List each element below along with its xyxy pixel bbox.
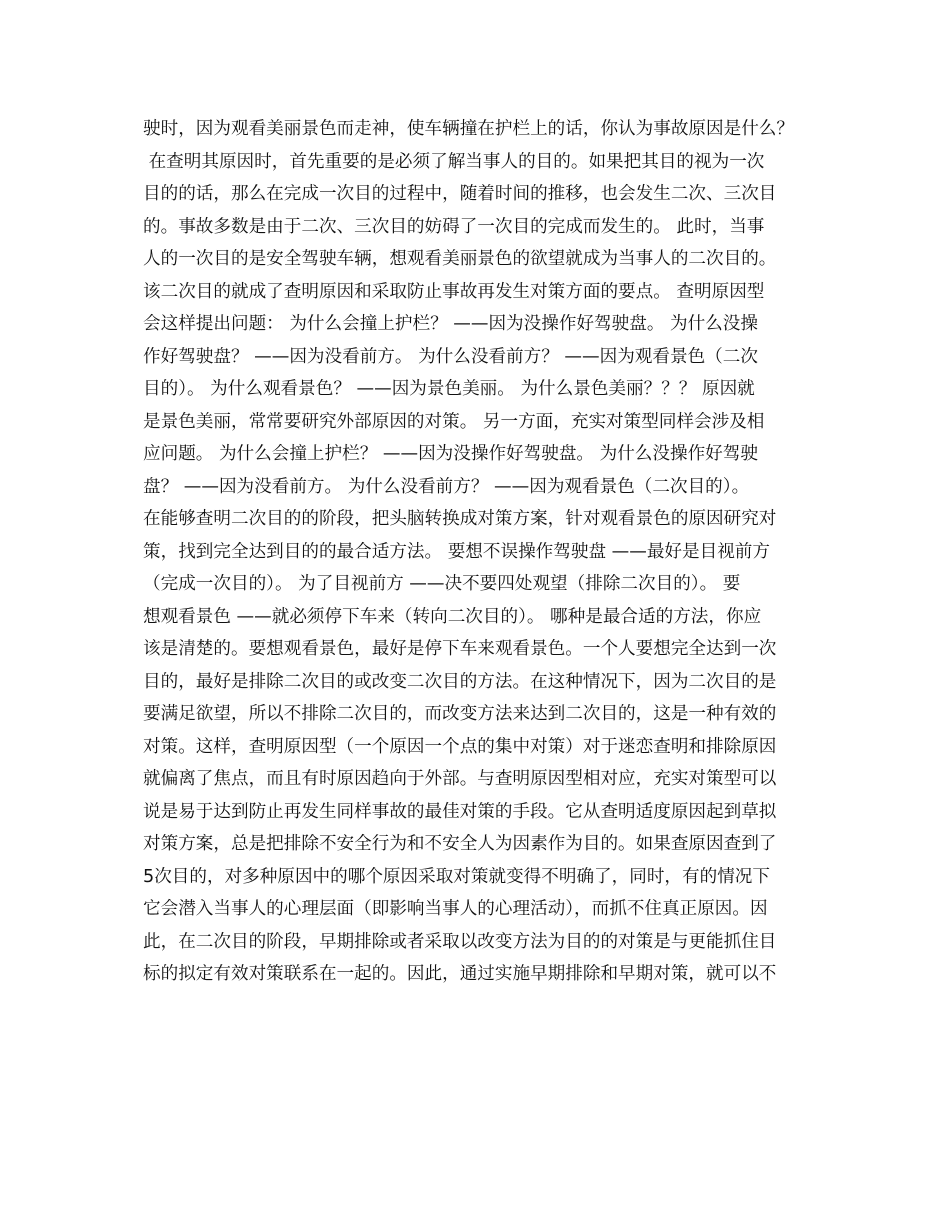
text-line: 对策。这样，查明原因型（一个原因一个点的集中对策）对于迷恋查明和排除原因: [143, 736, 777, 757]
text-line: 该是清楚的。要想观看景色，最好是停下车来观看景色。一个人要想完全达到一次: [143, 639, 777, 659]
text-line: 在查明其原因时，首先重要的是必须了解当事人的目的。如果把其目的视为一次: [143, 151, 765, 172]
text-line: 应问题。 为什么会撞上护栏？ ——因为没操作好驾驶盘。 为什么没操作好驾驶: [143, 444, 758, 464]
text-line: 它会潜入当事人的心理层面（即影响当事人的心理活动），而抓不住真正原因。因: [143, 899, 768, 919]
text-line: 对策方案，总是把排除不安全行为和不安全人为因素作为目的。如果查原因查到了: [143, 834, 777, 854]
text-line: 该二次目的就成了查明原因和采取防止事故再发生对策方面的要点。 查明原因型: [143, 281, 765, 302]
text-line: （完成一次目的）。 为了目视前方 ——决不要四处观望（排除二次目的）。 要: [143, 574, 741, 594]
text-line: 策，找到完全达到目的的最合适方法。 要想不误操作驾驶盘 ——最好是目视前方: [143, 541, 770, 562]
text-line: 是景色美丽，常常要研究外部原因的对策。 另一方面，充实对策型同样会涉及相: [143, 411, 765, 432]
text-line: 想观看景色 ——就必须停下车来（转向二次目的）。 哪种是最合适的方法，你应: [143, 606, 762, 627]
text-line: 说是易于达到防止再发生同样事故的最佳对策的手段。它从查明适度原因起到草拟: [143, 801, 777, 822]
text-line: 就偏离了焦点，而且有时原因趋向于外部。与查明原因型相对应，充实对策型可以: [143, 769, 777, 789]
text-line: 要满足欲望，所以不排除二次目的，而改变方法来达到二次目的，这是一种有效的: [143, 704, 777, 724]
text-line: 盘？ ——因为没看前方。 为什么没看前方？ ——因为观看景色（二次目的）。: [143, 476, 750, 497]
text-line: 5次目的，对多种原因中的哪个原因采取对策就变得不明确了，同时，有的情况下: [143, 866, 770, 887]
text-line: 标的拟定有效对策联系在一起的。因此，通过实施早期排除和早期对策，就可以不: [143, 964, 777, 984]
text-line: 作好驾驶盘？ ——因为没看前方。 为什么没看前方？ ——因为观看景色（二次: [143, 346, 758, 367]
text-line: 目的的话，那么在完成一次目的过程中，随着时间的推移，也会发生二次、三次目: [143, 184, 777, 204]
text-line: 此，在二次目的阶段，早期排除或者采取以改变方法为目的的对策是与更能抓住目: [143, 931, 777, 952]
text-line: 人的一次目的是安全驾驶车辆，想观看美丽景色的欲望就成为当事人的二次目的。: [143, 249, 777, 269]
text-line: 目的）。 为什么观看景色？ ——因为景色美丽。 为什么景色美丽？？？ 原因就: [143, 379, 755, 399]
body-text: [143, 113, 843, 991]
text-line: 在能够查明二次目的的阶段，把头脑转换成对策方案，针对观看景色的原因研究对: [143, 509, 777, 529]
text-line: 会这样提出问题： 为什么会撞上护栏？ ——因为没操作好驾驶盘。 为什么没操: [143, 314, 758, 334]
text-line: 目的，最好是排除二次目的或改变二次目的方法。在这种情况下，因为二次目的是: [143, 671, 777, 692]
text-line: 驶时，因为观看美丽景色而走神，使车辆撞在护栏上的话，你认为事故原因是什么？: [143, 119, 794, 139]
text-line: 的。事故多数是由于二次、三次目的妨碍了一次目的完成而发生的。 此时，当事: [143, 216, 765, 237]
